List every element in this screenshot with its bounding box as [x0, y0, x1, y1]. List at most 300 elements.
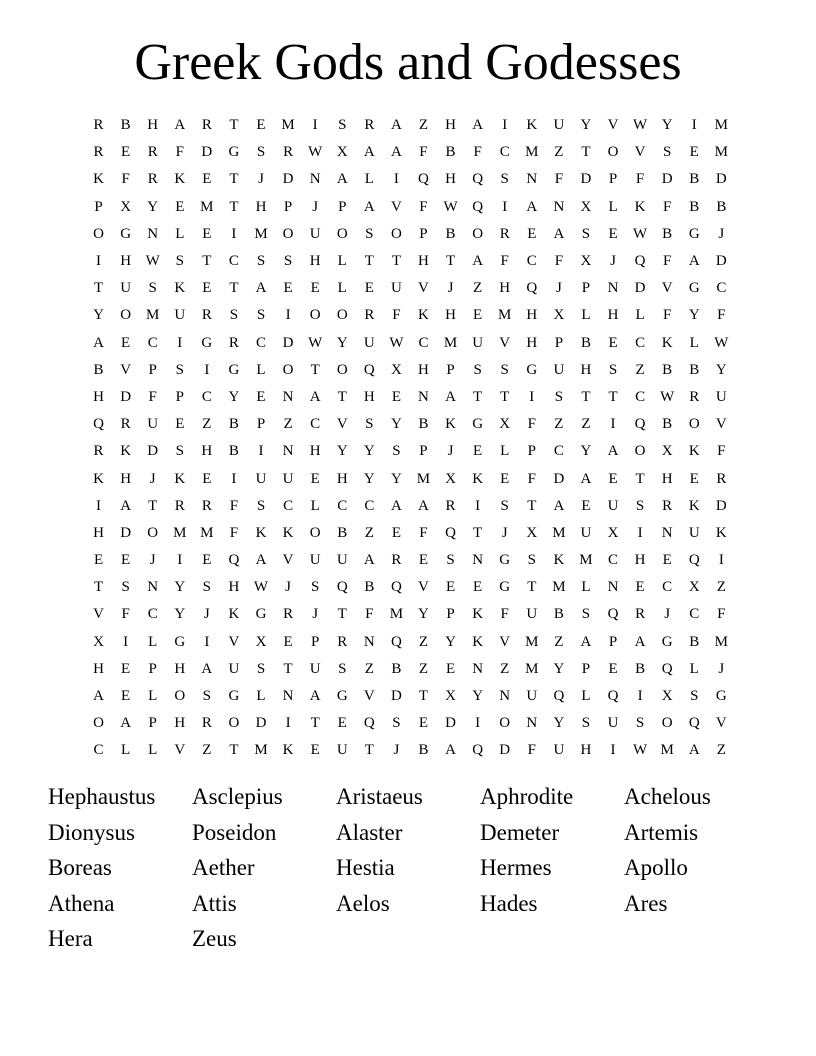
- grid-letter: F: [527, 470, 536, 487]
- grid-letter: G: [336, 688, 348, 705]
- grid-letter: N: [472, 552, 484, 569]
- grid-letter: V: [418, 579, 429, 596]
- grid-letter: S: [500, 361, 509, 378]
- grid-letter: D: [445, 715, 456, 732]
- grid-letter: V: [336, 416, 348, 433]
- grid-letter: S: [256, 307, 266, 324]
- grid-letter: Y: [580, 117, 592, 134]
- grid-letter: E: [202, 552, 212, 569]
- grid-letter: N: [363, 633, 375, 650]
- grid-letter: G: [201, 334, 213, 351]
- grid-letter: R: [283, 606, 294, 623]
- grid-letter: R: [635, 606, 646, 623]
- grid-letter: U: [363, 334, 375, 351]
- grid-letter: I: [231, 225, 237, 242]
- grid-letter: T: [229, 198, 239, 215]
- grid-letter: G: [472, 416, 484, 433]
- grid-letter: M: [254, 742, 268, 759]
- grid-letter: P: [338, 198, 347, 215]
- grid-letter: J: [203, 606, 210, 623]
- grid-row: [85, 357, 735, 384]
- grid-letter: M: [552, 524, 566, 541]
- grid-letter: I: [691, 117, 697, 134]
- grid-letter: V: [499, 633, 511, 650]
- grid-letter: H: [201, 443, 213, 460]
- grid-letter: P: [446, 361, 455, 378]
- grid-letter: F: [717, 606, 726, 623]
- grid-letter: A: [201, 660, 213, 677]
- grid-letter: S: [635, 497, 645, 514]
- grid-letter: P: [148, 361, 157, 378]
- grid-letter: K: [661, 334, 673, 351]
- grid-letter: E: [391, 524, 401, 541]
- grid-letter: H: [93, 660, 104, 677]
- grid-letter: T: [310, 715, 320, 732]
- letter-grid: [85, 112, 735, 765]
- grid-letter: G: [174, 633, 186, 650]
- grid-letter: P: [554, 334, 564, 351]
- word-list-item: Apollo: [624, 855, 688, 880]
- grid-letter: A: [634, 633, 646, 650]
- grid-letter: A: [553, 497, 565, 514]
- grid-letter: R: [445, 497, 456, 514]
- grid-letter: M: [146, 307, 160, 324]
- grid-letter: A: [363, 198, 375, 215]
- grid-letter: Y: [228, 388, 240, 405]
- word-list-item: Aphrodite: [480, 784, 574, 809]
- grid-letter: M: [254, 225, 268, 242]
- grid-letter: I: [718, 552, 724, 569]
- grid-letter: S: [202, 688, 212, 705]
- grid-letter: J: [312, 606, 319, 623]
- grid-letter: R: [93, 443, 104, 460]
- grid-letter: P: [148, 660, 157, 677]
- grid-letter: I: [475, 715, 481, 732]
- grid-letter: L: [635, 307, 645, 324]
- grid-letter: Y: [390, 470, 402, 487]
- grid-letter: U: [715, 388, 727, 405]
- grid-letter: T: [445, 253, 456, 270]
- grid-letter: K: [174, 280, 186, 297]
- grid-letter: A: [255, 280, 267, 297]
- grid-letter: X: [688, 579, 700, 596]
- grid-letter: B: [93, 361, 104, 378]
- grid-letter: G: [228, 361, 240, 378]
- grid-letter: G: [688, 280, 700, 297]
- grid-letter: E: [608, 470, 618, 487]
- grid-letter: A: [255, 552, 267, 569]
- grid-letter: P: [283, 198, 293, 215]
- grid-letter: Y: [174, 579, 186, 596]
- grid-letter: A: [390, 497, 402, 514]
- grid-letter: L: [148, 633, 158, 650]
- grid-letter: Q: [553, 688, 565, 705]
- grid-row: [85, 574, 735, 601]
- grid-letter: E: [473, 307, 483, 324]
- grid-letter: R: [364, 307, 375, 324]
- grid-letter: D: [715, 171, 727, 188]
- grid-letter: P: [175, 388, 184, 405]
- grid-letter: K: [472, 470, 484, 487]
- grid-letter: I: [285, 715, 291, 732]
- grid-letter: R: [201, 497, 212, 514]
- grid-letter: A: [309, 688, 321, 705]
- grid-letter: F: [121, 171, 130, 188]
- grid-letter: H: [607, 307, 619, 324]
- grid-letter: A: [472, 117, 484, 134]
- grid-letter: S: [310, 579, 320, 596]
- grid-letter: E: [608, 334, 618, 351]
- word-list: [48, 779, 768, 957]
- grid-letter: D: [201, 144, 213, 161]
- grid-letter: K: [255, 524, 267, 541]
- grid-letter: V: [715, 715, 727, 732]
- grid-letter: K: [282, 742, 294, 759]
- grid-letter: U: [580, 524, 592, 541]
- grid-letter: H: [580, 742, 592, 759]
- grid-letter: P: [608, 171, 618, 188]
- grid-letter: H: [526, 307, 538, 324]
- grid-letter: D: [580, 171, 592, 188]
- grid-letter: N: [309, 171, 321, 188]
- grid-row: [85, 629, 735, 656]
- grid-letter: Z: [202, 416, 212, 433]
- grid-letter: I: [96, 497, 102, 514]
- grid-letter: Q: [607, 688, 619, 705]
- grid-letter: Q: [93, 416, 104, 433]
- grid-letter: J: [718, 225, 725, 242]
- grid-letter: J: [501, 524, 508, 541]
- grid-letter: K: [553, 552, 565, 569]
- grid-letter: B: [662, 416, 673, 433]
- grid-letter: U: [309, 552, 321, 569]
- grid-letter: H: [93, 388, 104, 405]
- grid-letter: M: [525, 144, 539, 161]
- grid-letter: Y: [174, 606, 186, 623]
- grid-letter: T: [229, 117, 239, 134]
- grid-letter: T: [202, 253, 212, 270]
- grid-letter: K: [715, 524, 727, 541]
- grid-letter: J: [718, 660, 725, 677]
- word-list-item: Aether: [192, 855, 255, 880]
- grid-letter: S: [581, 225, 591, 242]
- grid-letter: H: [147, 117, 159, 134]
- grid-letter: F: [175, 144, 184, 161]
- grid-letter: Q: [526, 280, 538, 297]
- grid-letter: S: [202, 579, 212, 596]
- grid-letter: O: [607, 144, 619, 161]
- grid-letter: Q: [607, 606, 619, 623]
- grid-letter: E: [689, 470, 699, 487]
- grid-letter: E: [256, 388, 266, 405]
- grid-letter: T: [608, 388, 618, 405]
- grid-letter: O: [309, 524, 321, 541]
- grid-letter: G: [499, 552, 511, 569]
- grid-letter: R: [283, 144, 294, 161]
- grid-letter: T: [473, 388, 483, 405]
- grid-letter: F: [717, 443, 726, 460]
- grid-letter: S: [338, 660, 347, 677]
- grid-letter: C: [716, 280, 727, 297]
- grid-letter: R: [174, 497, 185, 514]
- grid-letter: Q: [445, 524, 456, 541]
- grid-letter: R: [689, 388, 700, 405]
- grid-letter: S: [527, 552, 536, 569]
- grid-letter: R: [120, 416, 131, 433]
- grid-letter: A: [445, 388, 456, 405]
- grid-letter: X: [445, 470, 456, 487]
- grid-letter: A: [580, 470, 592, 487]
- grid-letter: C: [147, 334, 158, 351]
- grid-letter: E: [121, 334, 131, 351]
- grid-letter: S: [392, 443, 401, 460]
- grid-letter: Q: [472, 171, 484, 188]
- grid-letter: D: [499, 742, 511, 759]
- grid-letter: E: [662, 552, 672, 569]
- grid-row: [85, 139, 735, 166]
- grid-letter: B: [635, 660, 646, 677]
- grid-letter: U: [336, 552, 348, 569]
- grid-letter: E: [256, 117, 266, 134]
- grid-letter: E: [310, 470, 320, 487]
- grid-letter: O: [309, 307, 321, 324]
- grid-row: [85, 656, 735, 683]
- word-list-item: Zeus: [192, 926, 237, 951]
- grid-letter: C: [228, 253, 239, 270]
- grid-letter: A: [390, 117, 402, 134]
- grid-letter: N: [147, 225, 159, 242]
- word-list-item: Aristaeus: [336, 784, 423, 809]
- grid-letter: T: [500, 388, 510, 405]
- grid-letter: Q: [472, 198, 484, 215]
- grid-letter: S: [500, 171, 509, 188]
- grid-letter: S: [121, 579, 130, 596]
- grid-letter: U: [282, 470, 294, 487]
- grid-letter: D: [715, 253, 727, 270]
- grid-letter: J: [258, 171, 264, 188]
- grid-letter: X: [499, 416, 511, 433]
- grid-letter: K: [174, 171, 186, 188]
- grid-letter: R: [716, 470, 727, 487]
- grid-letter: J: [610, 253, 616, 270]
- grid-letter: Y: [715, 361, 727, 378]
- grid-letter: R: [201, 117, 212, 134]
- word-list-item: Boreas: [48, 855, 112, 880]
- grid-letter: S: [175, 443, 184, 460]
- grid-letter: B: [228, 416, 239, 433]
- grid-letter: A: [363, 144, 375, 161]
- grid-letter: H: [363, 388, 375, 405]
- grid-letter: W: [633, 742, 648, 759]
- grid-letter: E: [121, 144, 131, 161]
- grid-letter: E: [635, 579, 645, 596]
- grid-letter: P: [419, 225, 428, 242]
- grid-letter: U: [553, 742, 565, 759]
- grid-letter: A: [472, 253, 484, 270]
- grid-letter: M: [200, 198, 214, 215]
- grid-letter: U: [120, 280, 132, 297]
- grid-letter: A: [363, 552, 375, 569]
- grid-letter: N: [282, 388, 294, 405]
- grid-letter: B: [689, 198, 700, 215]
- grid-letter: L: [500, 443, 510, 460]
- word-list-item: Dionysus: [48, 819, 135, 845]
- grid-letter: Y: [336, 443, 348, 460]
- word-list-item: Ares: [624, 890, 668, 916]
- grid-letter: Z: [364, 660, 374, 677]
- grid-letter: Q: [472, 742, 484, 759]
- page-title: Greek Gods and Godesses: [134, 34, 682, 91]
- grid-letter: E: [121, 688, 131, 705]
- grid-letter: Z: [418, 117, 429, 134]
- grid-letter: S: [500, 497, 509, 514]
- grid-letter: K: [472, 633, 484, 650]
- grid-letter: I: [204, 361, 210, 378]
- grid-letter: I: [177, 334, 183, 351]
- grid-letter: T: [635, 470, 645, 487]
- grid-letter: H: [418, 253, 429, 270]
- grid-letter: R: [662, 497, 673, 514]
- grid-letter: E: [310, 280, 320, 297]
- grid-letter: N: [607, 280, 619, 297]
- grid-letter: Z: [418, 660, 429, 677]
- grid-letter: F: [663, 307, 672, 324]
- grid-letter: R: [228, 334, 239, 351]
- grid-letter: F: [419, 524, 428, 541]
- grid-letter: K: [282, 524, 294, 541]
- grid-letter: S: [473, 361, 482, 378]
- grid-letter: A: [688, 253, 700, 270]
- grid-letter: M: [552, 579, 566, 596]
- grid-letter: B: [580, 334, 591, 351]
- grid-letter: E: [500, 470, 510, 487]
- grid-letter: A: [309, 388, 321, 405]
- grid-letter: I: [96, 253, 102, 270]
- grid-letter: Q: [390, 633, 402, 650]
- grid-letter: T: [283, 660, 293, 677]
- grid-letter: U: [688, 524, 700, 541]
- grid-letter: K: [93, 470, 104, 487]
- grid-letter: F: [419, 198, 428, 215]
- grid-letter: U: [390, 280, 402, 297]
- grid-letter: H: [445, 307, 456, 324]
- grid-letter: S: [338, 117, 347, 134]
- grid-letter: A: [445, 742, 456, 759]
- grid-letter: E: [283, 280, 293, 297]
- grid-letter: X: [580, 198, 592, 215]
- grid-letter: I: [610, 416, 616, 433]
- grid-letter: E: [364, 280, 374, 297]
- word-list-item: Artemis: [624, 819, 699, 845]
- grid-letter: H: [526, 334, 538, 351]
- grid-letter: S: [554, 388, 564, 405]
- grid-letter: H: [93, 524, 104, 541]
- grid-letter: Z: [500, 660, 510, 677]
- grid-letter: X: [607, 524, 619, 541]
- grid-letter: G: [255, 606, 267, 623]
- grid-letter: H: [445, 171, 456, 188]
- grid-letter: F: [527, 416, 536, 433]
- grid-letter: K: [445, 416, 456, 433]
- grid-letter: P: [310, 633, 320, 650]
- grid-letter: M: [281, 117, 295, 134]
- word-list-item: Hera: [48, 926, 93, 951]
- grid-letter: C: [147, 606, 158, 623]
- grid-letter: I: [637, 688, 643, 705]
- grid-letter: G: [715, 688, 727, 705]
- grid-letter: D: [282, 171, 294, 188]
- grid-letter: X: [93, 633, 104, 650]
- grid-letter: T: [581, 144, 591, 161]
- grid-letter: X: [255, 633, 267, 650]
- grid-letter: O: [336, 361, 348, 378]
- grid-letter: S: [690, 688, 699, 705]
- grid-letter: Z: [202, 742, 212, 759]
- grid-letter: O: [390, 225, 402, 242]
- grid-letter: W: [308, 144, 323, 161]
- grid-letter: L: [148, 688, 158, 705]
- grid-row: [85, 411, 735, 438]
- grid-letter: V: [363, 688, 375, 705]
- grid-letter: W: [389, 334, 404, 351]
- grid-letter: F: [473, 144, 482, 161]
- grid-letter: U: [228, 660, 240, 677]
- grid-letter: O: [147, 524, 159, 541]
- grid-letter: A: [336, 171, 348, 188]
- grid-letter: C: [310, 416, 321, 433]
- grid-letter: S: [256, 253, 266, 270]
- grid-letter: E: [608, 660, 618, 677]
- grid-letter: Z: [554, 416, 564, 433]
- grid-letter: G: [228, 144, 240, 161]
- grid-letter: Z: [635, 361, 645, 378]
- grid-letter: Q: [336, 579, 348, 596]
- grid-letter: T: [310, 361, 320, 378]
- grid-letter: P: [581, 660, 591, 677]
- grid-letter: B: [445, 225, 456, 242]
- grid-letter: D: [553, 470, 565, 487]
- grid-letter: E: [337, 715, 347, 732]
- grid-letter: J: [312, 198, 319, 215]
- grid-letter: B: [337, 524, 348, 541]
- grid-letter: A: [553, 225, 565, 242]
- grid-letter: H: [174, 715, 186, 732]
- grid-letter: I: [610, 742, 616, 759]
- grid-letter: T: [229, 280, 239, 297]
- grid-letter: U: [607, 715, 619, 732]
- grid-letter: D: [661, 171, 673, 188]
- grid-letter: G: [526, 361, 538, 378]
- grid-letter: H: [309, 443, 321, 460]
- grid-letter: U: [553, 361, 565, 378]
- grid-letter: E: [202, 171, 212, 188]
- grid-row: [85, 465, 735, 492]
- grid-letter: I: [502, 198, 508, 215]
- word-list-item: Hephaustus: [48, 784, 156, 809]
- grid-letter: V: [174, 742, 186, 759]
- grid-letter: W: [308, 334, 323, 351]
- grid-letter: L: [581, 579, 591, 596]
- grid-letter: F: [365, 606, 374, 623]
- grid-letter: M: [525, 660, 539, 677]
- grid-letter: D: [715, 497, 727, 514]
- grid-letter: U: [309, 225, 321, 242]
- grid-letter: H: [174, 660, 186, 677]
- grid-letter: F: [554, 171, 564, 188]
- grid-letter: T: [473, 524, 483, 541]
- grid-letter: U: [607, 497, 619, 514]
- grid-letter: I: [231, 470, 237, 487]
